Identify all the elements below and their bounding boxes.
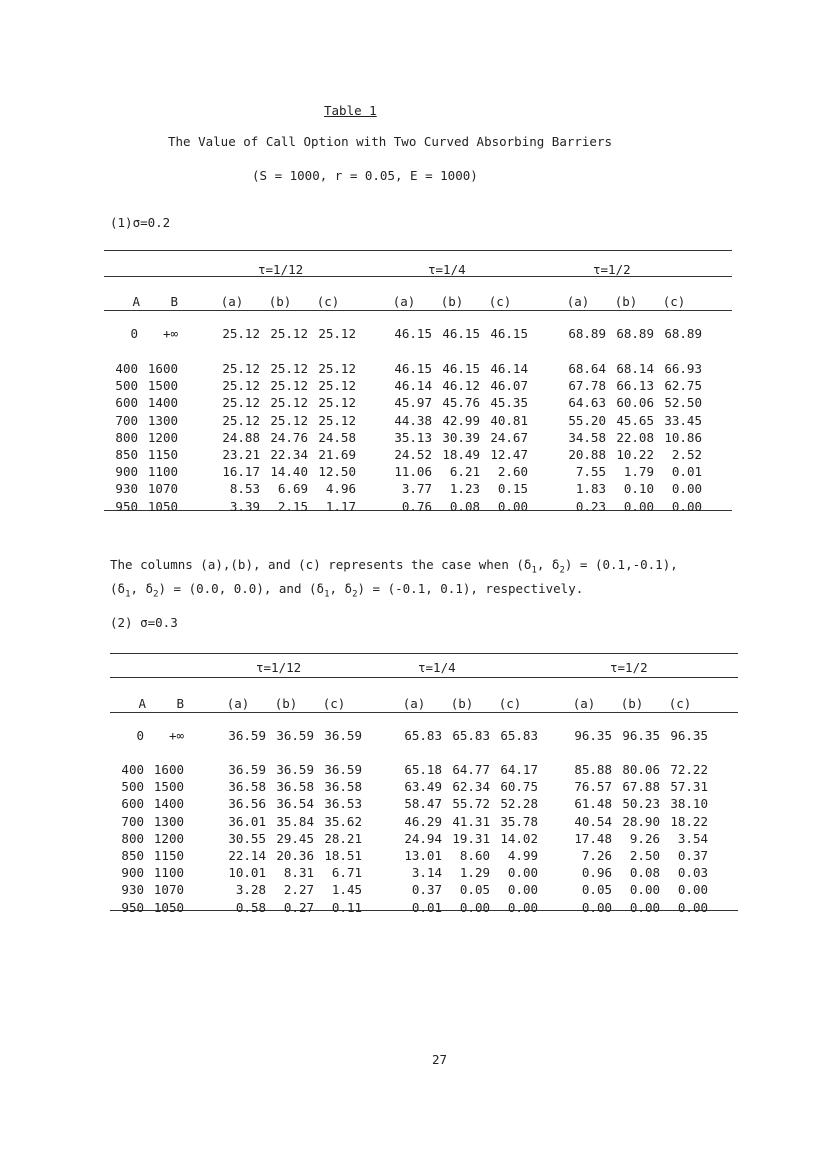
row-b-value: 1300 [153, 813, 184, 829]
row-a-value: 800 [115, 429, 138, 445]
row-b-value: 1050 [147, 498, 178, 514]
table-cell: 46.14 [394, 378, 432, 394]
table-cell: 2.60 [497, 464, 528, 480]
row-b-value: +∞ [162, 326, 178, 341]
table-cell: 36.58 [276, 779, 314, 795]
table-cell: 0.15 [497, 481, 528, 497]
table-cell: 1.17 [325, 498, 356, 514]
row-a-value: 500 [115, 378, 138, 394]
table-rule [110, 677, 738, 678]
table-cell: 28.21 [324, 830, 362, 846]
table-rule [104, 310, 732, 311]
row-b-value: 1070 [147, 481, 178, 497]
table-cell: 50.23 [622, 796, 660, 812]
table-cell: 46.15 [442, 326, 480, 341]
table-cell: 0.03 [677, 865, 708, 881]
table-cell: 36.53 [324, 796, 362, 812]
row-b-value: 1500 [147, 378, 178, 394]
table-cell: 0.01 [411, 899, 442, 915]
row-a-value: 0 [136, 728, 144, 743]
table-cell: 30.39 [442, 429, 480, 445]
table-cell: 0.05 [581, 882, 612, 898]
table-cell: 0.23 [575, 498, 606, 514]
table-cell: 1.23 [449, 481, 480, 497]
column-header-sub: (b) [274, 696, 298, 711]
table-cell: 25.12 [222, 412, 260, 428]
table-cell: 96.35 [622, 728, 660, 743]
row-a-value: 600 [115, 395, 138, 411]
row-a-value: 950 [115, 498, 138, 514]
table-cell: 0.00 [629, 899, 660, 915]
table-cell: 24.88 [222, 429, 260, 445]
row-a-value: 850 [121, 848, 144, 863]
tau-header: τ=1/2 [593, 262, 631, 277]
table-cell: 55.20 [568, 412, 606, 428]
table-cell: 63.49 [404, 779, 442, 795]
row-a-value: 850 [115, 447, 138, 462]
column-header-sub: (c) [322, 696, 346, 711]
table-cell: 38.10 [670, 796, 708, 812]
row-b-value: 1600 [153, 762, 184, 777]
table-cell: 23.21 [222, 447, 260, 462]
table-cell: 35.78 [500, 813, 538, 829]
table-cell: 0.08 [629, 865, 660, 881]
table-cell: 8.60 [459, 848, 490, 863]
table-rule [104, 276, 732, 277]
table-cell: 65.83 [500, 728, 538, 743]
table-cell: 80.06 [622, 762, 660, 777]
table-cell: 0.00 [507, 882, 538, 898]
table-cell: 46.12 [442, 378, 480, 394]
table-cell: 3.77 [401, 481, 432, 497]
table-cell: 24.67 [490, 429, 528, 445]
column-header-sub: (c) [498, 696, 522, 711]
table-cell: 46.15 [442, 361, 480, 376]
table-cell: 1.45 [331, 882, 362, 898]
table-cell: 25.12 [270, 395, 308, 411]
table-cell: 67.88 [622, 779, 660, 795]
table-cell: 36.58 [324, 779, 362, 795]
table-cell: 68.64 [568, 361, 606, 376]
table-cell: 66.13 [616, 378, 654, 394]
table-cell: 3.28 [235, 882, 266, 898]
table-cell: 4.96 [325, 481, 356, 497]
table-cell: 62.34 [452, 779, 490, 795]
table-cell: 0.76 [401, 498, 432, 514]
table-cell: 19.31 [452, 830, 490, 846]
row-b-value: 1200 [153, 830, 184, 846]
table-cell: 60.06 [616, 395, 654, 411]
row-b-value: 1500 [153, 779, 184, 795]
table-cell: 14.40 [270, 464, 308, 480]
table-cell: 25.12 [270, 361, 308, 376]
note-line-1: The columns (a),(b), and (c) represents the case when ($\delta_1$, $\delta_2) = (0.1,-0.1)$, [110, 557, 678, 576]
table-cell: 0.00 [497, 498, 528, 514]
table-cell: 6.21 [449, 464, 480, 480]
table-cell: 24.52 [394, 447, 432, 462]
column-header-sub: (a) [572, 696, 596, 711]
row-a-value: 0 [130, 326, 138, 341]
row-b-value: 1600 [147, 361, 178, 376]
table-cell: 18.49 [442, 447, 480, 462]
table-cell: 1.79 [623, 464, 654, 480]
table-cell: 25.12 [270, 326, 308, 341]
table-cell: 18.51 [324, 848, 362, 863]
table-cell: 33.45 [664, 412, 702, 428]
table-cell: 41.31 [452, 813, 490, 829]
table-cell: 35.84 [276, 813, 314, 829]
table-cell: 1.29 [459, 865, 490, 881]
row-a-value: 600 [121, 796, 144, 812]
table-cell: 25.12 [318, 378, 356, 394]
row-b-value: 1400 [153, 796, 184, 812]
table-cell: 36.54 [276, 796, 314, 812]
column-header-sub: (a) [226, 696, 250, 711]
column-header-sub: (b) [620, 696, 644, 711]
column-header-sub: (c) [488, 294, 512, 309]
table-cell: 52.28 [500, 796, 538, 812]
table-cell: 45.97 [394, 395, 432, 411]
table-cell: 52.50 [664, 395, 702, 411]
column-header-sub: (a) [220, 294, 244, 309]
row-a-value: 400 [115, 361, 138, 376]
table-rule [110, 653, 738, 654]
row-a-value: 930 [115, 481, 138, 497]
table-cell: 36.56 [228, 796, 266, 812]
table-cell: 30.55 [228, 830, 266, 846]
column-header-sub: (c) [668, 696, 692, 711]
table-cell: 46.07 [490, 378, 528, 394]
row-b-value: 1100 [147, 464, 178, 480]
table-cell: 25.12 [222, 361, 260, 376]
row-a-value: 900 [115, 464, 138, 480]
table-cell: 42.99 [442, 412, 480, 428]
table-cell: 36.58 [228, 779, 266, 795]
table-cell: 3.54 [677, 830, 708, 846]
table-cell: 29.45 [276, 830, 314, 846]
table-cell: 58.47 [404, 796, 442, 812]
table-cell: 28.90 [622, 813, 660, 829]
panel-label: (1)σ=0.2 [110, 215, 171, 230]
table-cell: 22.14 [228, 848, 266, 863]
table-cell: 0.05 [459, 882, 490, 898]
table-cell: 10.01 [228, 865, 266, 881]
column-header-a: A [132, 294, 140, 309]
table-cell: 0.11 [331, 899, 362, 915]
column-header-sub: (c) [662, 294, 686, 309]
row-b-value: 1200 [147, 429, 178, 445]
table-cell: 68.89 [664, 326, 702, 341]
table-cell: 14.02 [500, 830, 538, 846]
table-cell: 8.53 [229, 481, 260, 497]
table-cell: 6.69 [277, 481, 308, 497]
table-cell: 24.94 [404, 830, 442, 846]
table-cell: 24.76 [270, 429, 308, 445]
table-cell: 46.14 [490, 361, 528, 376]
column-header-sub: (b) [614, 294, 638, 309]
table-cell: 3.14 [411, 865, 442, 881]
table-cell: 46.15 [394, 326, 432, 341]
table-cell: 45.35 [490, 395, 528, 411]
tau-header: τ=1/4 [418, 660, 456, 675]
table-cell: 2.50 [629, 848, 660, 863]
row-b-value: 1150 [147, 447, 178, 462]
table-cell: 0.00 [623, 498, 654, 514]
table-cell: 0.96 [581, 865, 612, 881]
table-cell: 46.29 [404, 813, 442, 829]
table-cell: 25.12 [270, 412, 308, 428]
table-cell: 45.76 [442, 395, 480, 411]
table-cell: 7.26 [581, 848, 612, 863]
table-cell: 16.17 [222, 464, 260, 480]
table-cell: 64.63 [568, 395, 606, 411]
column-header-sub: (b) [440, 294, 464, 309]
row-a-value: 950 [121, 899, 144, 915]
table-cell: 35.13 [394, 429, 432, 445]
column-header-a: A [138, 696, 146, 711]
table-cell: 46.15 [394, 361, 432, 376]
row-b-value: 1070 [153, 882, 184, 898]
table-cell: 64.77 [452, 762, 490, 777]
table-cell: 25.12 [318, 412, 356, 428]
column-header-sub: (b) [450, 696, 474, 711]
table-parameters: (S = 1000, r = 0.05, E = 1000) [252, 168, 478, 183]
table-cell: 65.18 [404, 762, 442, 777]
table-title: Table 1 [324, 103, 377, 118]
table-cell: 36.59 [228, 728, 266, 743]
tau-header: τ=1/2 [610, 660, 648, 675]
table-cell: 1.83 [575, 481, 606, 497]
table-cell: 10.22 [616, 447, 654, 462]
table-cell: 0.37 [677, 848, 708, 863]
table-cell: 40.54 [574, 813, 612, 829]
table-cell: 36.59 [324, 728, 362, 743]
table-cell: 0.00 [581, 899, 612, 915]
row-b-value: 1400 [147, 395, 178, 411]
table-cell: 36.59 [324, 762, 362, 777]
table-cell: 0.00 [459, 899, 490, 915]
table-cell: 65.83 [404, 728, 442, 743]
table-cell: 96.35 [670, 728, 708, 743]
column-header-sub: (c) [316, 294, 340, 309]
table-cell: 64.17 [500, 762, 538, 777]
table-cell: 45.65 [616, 412, 654, 428]
table-cell: 36.01 [228, 813, 266, 829]
table-cell: 36.59 [276, 762, 314, 777]
table-cell: 0.00 [677, 899, 708, 915]
column-header-sub: (a) [402, 696, 426, 711]
table-cell: 62.75 [664, 378, 702, 394]
row-a-value: 700 [115, 412, 138, 428]
column-header-sub: (b) [268, 294, 292, 309]
table-cell: 9.26 [629, 830, 660, 846]
table-cell: 44.38 [394, 412, 432, 428]
table-cell: 0.01 [671, 464, 702, 480]
table-cell: 25.12 [222, 395, 260, 411]
table-cell: 36.59 [276, 728, 314, 743]
table-cell: 21.69 [318, 447, 356, 462]
tau-header: τ=1/12 [258, 262, 304, 277]
table-cell: 24.58 [318, 429, 356, 445]
table-cell: 66.93 [664, 361, 702, 376]
table-cell: 13.01 [404, 848, 442, 863]
table-cell: 12.47 [490, 447, 528, 462]
row-b-value: 1050 [153, 899, 184, 915]
table-cell: 2.27 [283, 882, 314, 898]
table-cell: 3.39 [229, 498, 260, 514]
row-a-value: 500 [121, 779, 144, 795]
panel-label: (2) σ=0.3 [110, 615, 178, 630]
table-rule [110, 712, 738, 713]
row-a-value: 930 [121, 882, 144, 898]
table-cell: 0.58 [235, 899, 266, 915]
table-cell: 25.12 [318, 361, 356, 376]
table-cell: 2.15 [277, 498, 308, 514]
table-cell: 11.06 [394, 464, 432, 480]
row-b-value: 1100 [153, 865, 184, 881]
table-cell: 34.58 [568, 429, 606, 445]
table-cell: 0.00 [671, 481, 702, 497]
table-cell: 0.37 [411, 882, 442, 898]
table-cell: 40.81 [490, 412, 528, 428]
table-cell: 22.34 [270, 447, 308, 462]
table-cell: 6.71 [331, 865, 362, 881]
table-cell: 60.75 [500, 779, 538, 795]
table-cell: 57.31 [670, 779, 708, 795]
table-cell: 55.72 [452, 796, 490, 812]
table-cell: 67.78 [568, 378, 606, 394]
table-cell: 8.31 [283, 865, 314, 881]
page-number: 27 [432, 1052, 448, 1067]
table-cell: 72.22 [670, 762, 708, 777]
table-subtitle: The Value of Call Option with Two Curved Absorbing Barriers [168, 134, 613, 149]
table-cell: 0.27 [283, 899, 314, 915]
table-cell: 4.99 [507, 848, 538, 863]
table-cell: 68.89 [616, 326, 654, 341]
table-cell: 68.14 [616, 361, 654, 376]
table-cell: 0.00 [507, 865, 538, 881]
table-cell: 96.35 [574, 728, 612, 743]
table-cell: 25.12 [222, 326, 260, 341]
table-cell: 25.12 [270, 378, 308, 394]
table-cell: 85.88 [574, 762, 612, 777]
note-line-2: ($\delta_1$, $\delta_2) = (0.0$, 0.0), and ($\delta_1$, $\delta_2) = (-0.1$, 0.1), respectively. [110, 581, 584, 600]
table-cell: 25.12 [318, 326, 356, 341]
row-b-value: +∞ [168, 728, 184, 743]
column-header-sub: (a) [566, 294, 590, 309]
row-a-value: 900 [121, 865, 144, 881]
table-cell: 17.48 [574, 830, 612, 846]
tau-header: τ=1/4 [428, 262, 466, 277]
tau-header: τ=1/12 [256, 660, 302, 675]
table-cell: 25.12 [222, 378, 260, 394]
table-cell: 68.89 [568, 326, 606, 341]
table-cell: 76.57 [574, 779, 612, 795]
table-cell: 36.59 [228, 762, 266, 777]
table-cell: 10.86 [664, 429, 702, 445]
table-cell: 35.62 [324, 813, 362, 829]
table-rule [104, 250, 732, 251]
table-cell: 20.36 [276, 848, 314, 863]
table-cell: 61.48 [574, 796, 612, 812]
table-cell: 0.00 [629, 882, 660, 898]
table-cell: 20.88 [568, 447, 606, 462]
table-cell: 65.83 [452, 728, 490, 743]
table-cell: 0.00 [671, 498, 702, 514]
row-a-value: 400 [121, 762, 144, 777]
table-cell: 18.22 [670, 813, 708, 829]
row-b-value: 1300 [147, 412, 178, 428]
row-a-value: 700 [121, 813, 144, 829]
row-b-value: 1150 [153, 848, 184, 863]
table-cell: 0.08 [449, 498, 480, 514]
table-cell: 0.10 [623, 481, 654, 497]
table-cell: 0.00 [677, 882, 708, 898]
table-cell: 0.00 [507, 899, 538, 915]
row-a-value: 800 [121, 830, 144, 846]
column-header-sub: (a) [392, 294, 416, 309]
column-header-b: B [176, 696, 184, 711]
table-cell: 12.50 [318, 464, 356, 480]
table-cell: 7.55 [575, 464, 606, 480]
table-cell: 46.15 [490, 326, 528, 341]
column-header-b: B [170, 294, 178, 309]
table-cell: 22.08 [616, 429, 654, 445]
table-cell: 2.52 [671, 447, 702, 462]
table-cell: 25.12 [318, 395, 356, 411]
